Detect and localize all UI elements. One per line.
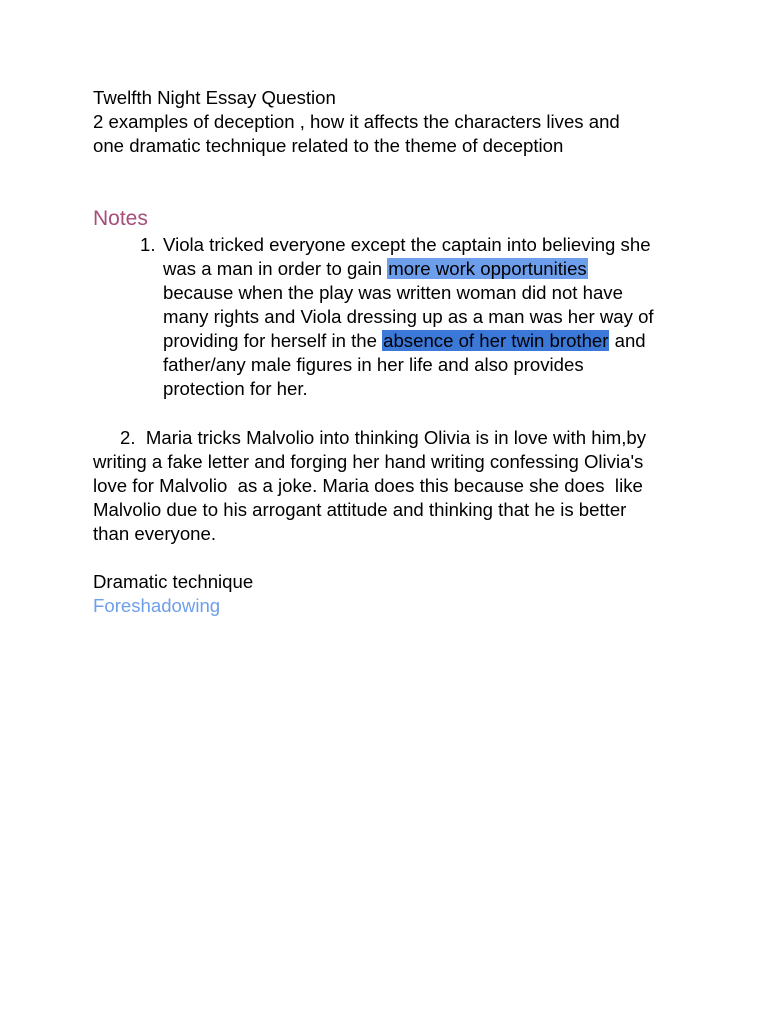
item1-line-7: protection for her. <box>163 378 308 399</box>
list-item-1-number: 1. <box>140 234 156 255</box>
question-line-1: 2 examples of deception , how it affects the characters lives and <box>93 111 620 132</box>
item1-line-6: father/any male figures in her life and also provides <box>163 354 584 375</box>
item1-line-5-text: providing for herself in the <box>163 330 383 351</box>
essay-question-block <box>93 86 620 158</box>
highlight-more-work-opportunities: more work opportunities <box>388 258 587 279</box>
item2-line-1 <box>93 426 646 450</box>
technique-value: Foreshadowing <box>93 595 221 616</box>
notes-heading: Notes <box>93 207 148 230</box>
item2-line-2: writing a fake letter and forging her hand writing confessing Olivia's <box>93 451 644 472</box>
technique-label: Dramatic technique <box>93 571 254 592</box>
item2-line-5: than everyone. <box>93 523 217 544</box>
item1-line-2-text: was a man in order to gain <box>163 258 388 279</box>
list-item-1 <box>163 233 654 401</box>
document-title: Twelfth Night Essay Question <box>93 87 336 108</box>
item1-line-5-after: and <box>609 330 646 351</box>
question-line-2: one dramatic technique related to the theme of deception <box>93 135 564 156</box>
item2-line-4: Malvolio due to his arrogant attitude and thinking that he is better <box>93 499 627 520</box>
dramatic-technique-block <box>93 570 253 618</box>
list-item-2-number: 2. <box>120 427 136 448</box>
item1-line-5 <box>163 329 654 353</box>
item2-line-1-text: Maria tricks Malvolio into thinking Olivia is in love with him,by <box>145 427 646 448</box>
highlight-absence-of-twin-brother: absence of her twin brother <box>383 330 609 351</box>
item2-line-3: love for Malvolio as a joke. Maria does this because she does like <box>93 475 643 496</box>
item1-line-1: Viola tricked everyone except the captain into believing she <box>163 234 651 255</box>
item1-line-4: many rights and Viola dressing up as a man was her way of <box>163 306 654 327</box>
item1-line-3: because when the play was written woman did not have <box>163 282 623 303</box>
item1-line-2 <box>163 257 654 281</box>
list-item-2 <box>93 426 646 546</box>
